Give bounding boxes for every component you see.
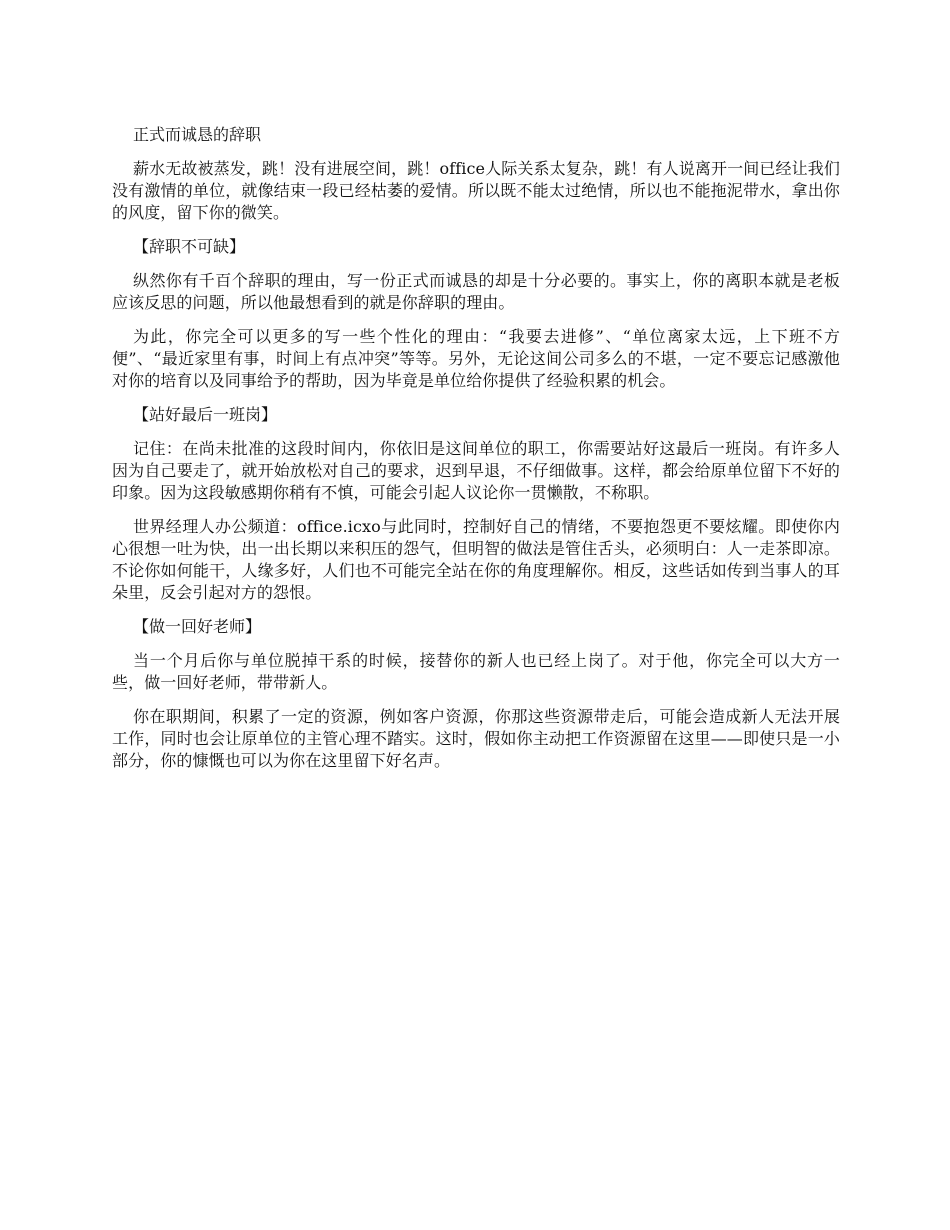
document-title: 正式而诚恳的辞职	[133, 125, 262, 144]
section-heading-last-shift: 【站好最后一班岗】	[133, 405, 278, 424]
paragraph: 你在职期间，积累了一定的资源，例如客户资源，你那这些资源带走后，可能会造成新人无法开展工作，同时也会让原单位的主管心理不踏实。这时，假如你主动把工作资源留在这里——即使只是一小部分，你的慷慨也可以为你在这里留下好名声。	[112, 707, 840, 770]
paragraph: 当一个月后你与单位脱掉干系的时候，接替你的新人也已经上岗了。对于他，你完全可以大方一些，做一回好老师，带带新人。	[112, 651, 840, 692]
document-page	[112, 124, 840, 784]
intro-paragraph: 薪水无故被蒸发，跳！没有进展空间，跳！office人际关系太复杂，跳！有人说离开一间已经让我们没有激情的单位，就像结束一段已经枯萎的爱情。所以既不能太过绝情，所以也不能拖泥带水，拿出你的风度，留下你的微笑。	[112, 159, 840, 222]
paragraph: 记住：在尚未批准的这段时间内，你依旧是这间单位的职工，你需要站好这最后一班岗。有许多人因为自己要走了，就开始放松对自己的要求，迟到早退，不仔细做事。这样，都会给原单位留下不好的印象。因为这段敏感期你稍有不慎，可能会引起人议论你一贯懒散，不称职。	[112, 439, 840, 502]
section-heading-good-teacher: 【做一回好老师】	[133, 617, 262, 636]
paragraph: 纵然你有千百个辞职的理由，写一份正式而诚恳的却是十分必要的。事实上，你的离职本就是老板应该反思的问题，所以他最想看到的就是你辞职的理由。	[112, 271, 840, 312]
paragraph: 为此，你完全可以更多的写一些个性化的理由：“我要去进修”、“单位离家太远，上下班不方便”、“最近家里有事，时间上有点冲突”等等。另外，无论这间公司多么的不堪，一定不要忘记感激他对你的培育以及同事给予的帮助，因为毕竟是单位给你提供了经验积累的机会。	[112, 327, 840, 390]
section-heading-resignation-essential: 【辞职不可缺】	[133, 237, 246, 256]
paragraph: 世界经理人办公频道：office.icxo与此同时，控制好自己的情绪，不要抱怨更不要炫耀。即使你内心很想一吐为快，出一出长期以来积压的怨气，但明智的做法是管住舌头，必须明白：人一走茶即凉。不论你如何能干，人缘多好，人们也不可能完全站在你的角度理解你。相反，这些话如传到当事人的耳朵里，反会引起对方的怨恨。	[112, 517, 840, 602]
